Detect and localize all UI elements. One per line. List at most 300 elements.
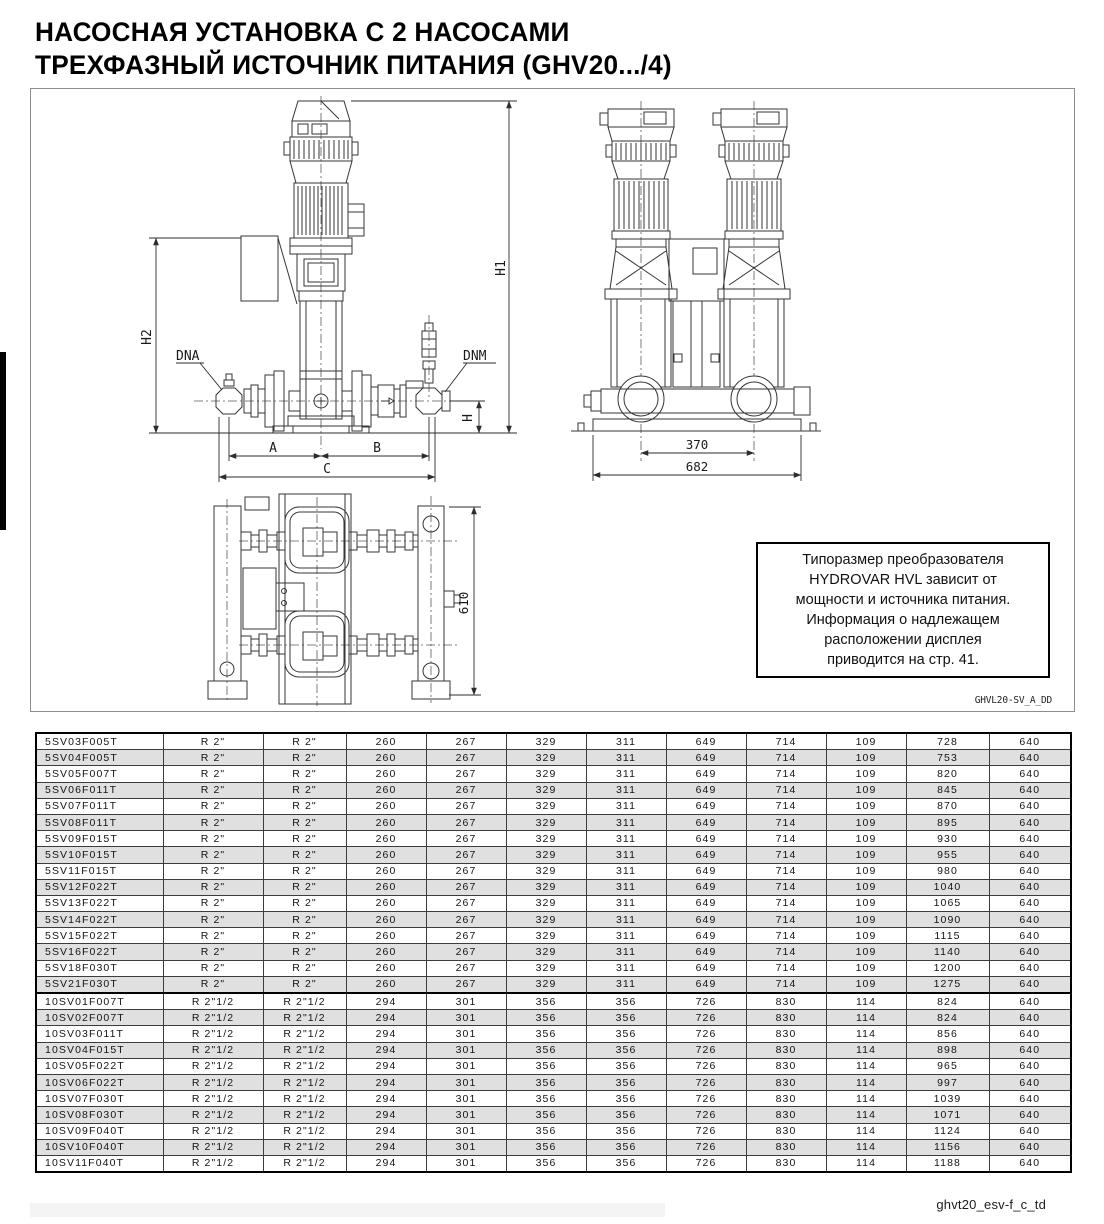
dimension-cell: 1275	[906, 976, 989, 993]
drawing-code: GHVL20-SV_A_DD	[974, 695, 1052, 706]
dimension-cell: 329	[506, 879, 586, 895]
model-cell: 10SV01F007T	[36, 993, 163, 1010]
page-title-line1: НАСОСНАЯ УСТАНОВКА С 2 НАСОСАМИ	[35, 17, 570, 47]
dimension-cell: 640	[989, 831, 1071, 847]
table-row	[36, 766, 1071, 782]
model-cell: 10SV08F030T	[36, 1107, 163, 1123]
dimension-cell: 109	[826, 912, 906, 928]
model-cell: 5SV21F030T	[36, 976, 163, 993]
dimension-cell: 329	[506, 895, 586, 911]
dim-c-label: C	[323, 462, 331, 477]
dimension-cell: 640	[989, 1058, 1071, 1074]
dimension-cell: R 2"	[163, 782, 263, 798]
table-row	[36, 733, 1071, 750]
table-row	[36, 847, 1071, 863]
model-cell: 10SV04F015T	[36, 1042, 163, 1058]
dimension-cell: R 2"	[263, 879, 346, 895]
dimension-cell: 714	[746, 798, 826, 814]
note-line: приводится на стр. 41.	[827, 652, 979, 668]
dimension-cell: 640	[989, 879, 1071, 895]
dimension-cell: 294	[346, 1107, 426, 1123]
dimension-cell: 856	[906, 1026, 989, 1042]
dimension-cell: 640	[989, 912, 1071, 928]
dimension-cell: R 2"1/2	[263, 1074, 346, 1090]
dimension-cell: 356	[586, 993, 666, 1010]
dimension-cell: 640	[989, 1010, 1071, 1026]
dimension-cell: 640	[989, 847, 1071, 863]
dimension-cell: 649	[666, 895, 746, 911]
dimension-cell: 356	[586, 1074, 666, 1090]
dimension-cell: 260	[346, 782, 426, 798]
dimension-cell: 726	[666, 1123, 746, 1139]
dim-610-label: 610	[456, 591, 471, 615]
model-cell: 5SV10F015T	[36, 847, 163, 863]
dimension-cell: 311	[586, 928, 666, 944]
dimension-cell: R 2"	[163, 928, 263, 944]
dimension-cell: 640	[989, 976, 1071, 993]
dimension-cell: 267	[426, 863, 506, 879]
dimension-cell: 714	[746, 847, 826, 863]
model-cell: 5SV07F011T	[36, 798, 163, 814]
dimension-cell: 114	[826, 1010, 906, 1026]
table-row	[36, 1026, 1071, 1042]
table-row	[36, 831, 1071, 847]
dim-h2-label: H2	[140, 329, 155, 345]
dimension-cell: R 2"1/2	[263, 993, 346, 1010]
dimension-cell: R 2"	[263, 766, 346, 782]
dimension-cell: 260	[346, 798, 426, 814]
note-line: HYDROVAR HVL зависит от	[809, 572, 997, 588]
dimension-cell: 114	[826, 1026, 906, 1042]
dimension-cell: 356	[586, 1107, 666, 1123]
dimension-cell: 640	[989, 782, 1071, 798]
dimension-cell: 726	[666, 1139, 746, 1155]
dimension-cell: 109	[826, 944, 906, 960]
dimension-cell: 260	[346, 912, 426, 928]
dimension-cell: R 2"	[263, 895, 346, 911]
dimension-cell: 260	[346, 976, 426, 993]
dimension-cell: 830	[746, 1058, 826, 1074]
dimension-cell: 356	[586, 1042, 666, 1058]
dimension-cell: 260	[346, 733, 426, 750]
pump-dimensions-table	[35, 732, 1072, 1173]
dimension-cell: 267	[426, 766, 506, 782]
dimension-cell: 640	[989, 928, 1071, 944]
dimension-cell: 714	[746, 944, 826, 960]
dimension-cell: 714	[746, 895, 826, 911]
dimension-cell: 753	[906, 750, 989, 766]
dimension-cell: 329	[506, 863, 586, 879]
model-cell: 5SV12F022T	[36, 879, 163, 895]
dimension-cell: 260	[346, 879, 426, 895]
model-cell: 5SV14F022T	[36, 912, 163, 928]
dimension-cell: 726	[666, 1058, 746, 1074]
dimension-cell: 356	[586, 1139, 666, 1155]
dimension-cell: 109	[826, 847, 906, 863]
table-row	[36, 863, 1071, 879]
dimension-cell: 301	[426, 1010, 506, 1026]
dimension-cell: 930	[906, 831, 989, 847]
dimension-cell: 356	[506, 1107, 586, 1123]
dimension-cell: 311	[586, 895, 666, 911]
table-row	[36, 1139, 1071, 1155]
model-cell: 10SV09F040T	[36, 1123, 163, 1139]
table-row	[36, 798, 1071, 814]
front-view-drawing	[140, 96, 517, 482]
dimension-cell: 714	[746, 928, 826, 944]
table-row	[36, 1074, 1071, 1090]
footer-strip	[30, 1203, 665, 1217]
model-cell: 5SV04F005T	[36, 750, 163, 766]
top-view-drawing	[208, 494, 481, 706]
dimension-cell: R 2"	[163, 798, 263, 814]
dimension-cell: 260	[346, 928, 426, 944]
dimension-cell: 109	[826, 733, 906, 750]
table-row	[36, 993, 1071, 1010]
dimension-cell: 311	[586, 766, 666, 782]
dimension-cell: 294	[346, 1010, 426, 1026]
dimension-cell: 301	[426, 1155, 506, 1172]
dim-a-label: A	[269, 441, 277, 456]
dimension-cell: 267	[426, 798, 506, 814]
page-title	[35, 16, 672, 82]
dimension-cell: 109	[826, 750, 906, 766]
dimension-cell: 294	[346, 1074, 426, 1090]
dimension-cell: 1124	[906, 1123, 989, 1139]
dimension-cell: 830	[746, 1091, 826, 1107]
dimension-cell: 301	[426, 1026, 506, 1042]
dimension-cell: R 2"	[163, 960, 263, 976]
dimension-cell: 267	[426, 750, 506, 766]
dimension-cell: R 2"	[263, 960, 346, 976]
dimension-cell: 649	[666, 976, 746, 993]
dim-dna-label: DNA	[176, 349, 200, 364]
dimension-cell: R 2"1/2	[163, 1091, 263, 1107]
model-cell: 5SV13F022T	[36, 895, 163, 911]
model-cell: 5SV08F011T	[36, 814, 163, 830]
dimension-cell: R 2"	[163, 750, 263, 766]
dimension-cell: 356	[586, 1010, 666, 1026]
dim-dnm-label: DNM	[463, 349, 487, 364]
dimension-cell: 329	[506, 766, 586, 782]
dimension-cell: R 2"	[163, 847, 263, 863]
dimension-cell: 311	[586, 750, 666, 766]
dimension-cell: 356	[506, 1026, 586, 1042]
dimension-cell: 1071	[906, 1107, 989, 1123]
model-cell: 10SV10F040T	[36, 1139, 163, 1155]
dimension-cell: 114	[826, 1058, 906, 1074]
table-group	[36, 733, 1071, 993]
model-cell: 10SV05F022T	[36, 1058, 163, 1074]
table-group	[36, 993, 1071, 1172]
dimension-cell: 356	[506, 1010, 586, 1026]
dimension-cell: R 2"1/2	[163, 1155, 263, 1172]
dimension-cell: 726	[666, 1074, 746, 1090]
dimension-cell: 294	[346, 1091, 426, 1107]
dimension-cell: 955	[906, 847, 989, 863]
dimension-cell: 726	[666, 1091, 746, 1107]
dimension-cell: 640	[989, 944, 1071, 960]
table-row	[36, 750, 1071, 766]
dimension-cell: 311	[586, 960, 666, 976]
dimension-cell: 329	[506, 733, 586, 750]
dimension-cell: R 2"1/2	[263, 1026, 346, 1042]
dimension-cell: 830	[746, 1107, 826, 1123]
dimension-cell: 640	[989, 895, 1071, 911]
dimension-cell: 640	[989, 1042, 1071, 1058]
dimension-cell: R 2"	[163, 895, 263, 911]
dimension-cell: 649	[666, 847, 746, 863]
dimension-cell: 356	[506, 1139, 586, 1155]
dimension-cell: 267	[426, 944, 506, 960]
dimension-cell: R 2"1/2	[163, 1026, 263, 1042]
dimension-cell: 356	[586, 1155, 666, 1172]
dimension-cell: 726	[666, 1107, 746, 1123]
dimension-cell: 356	[586, 1091, 666, 1107]
dimension-cell: 294	[346, 1139, 426, 1155]
table-code: ghvt20_esv-f_c_td	[936, 1197, 1046, 1212]
dimension-cell: 267	[426, 928, 506, 944]
dimension-cell: R 2"1/2	[163, 1058, 263, 1074]
dimension-cell: R 2"	[163, 879, 263, 895]
dimension-cell: 114	[826, 1155, 906, 1172]
dimension-cell: 824	[906, 993, 989, 1010]
dimension-cell: R 2"	[263, 750, 346, 766]
table-row	[36, 1155, 1071, 1172]
dimension-cell: 830	[746, 1139, 826, 1155]
dimension-cell: 114	[826, 1042, 906, 1058]
dimension-cell: R 2"1/2	[163, 1074, 263, 1090]
dimension-cell: R 2"	[163, 766, 263, 782]
dimension-cell: 311	[586, 976, 666, 993]
dimension-cell: 870	[906, 798, 989, 814]
dimension-cell: 301	[426, 1074, 506, 1090]
model-cell: 5SV09F015T	[36, 831, 163, 847]
dimension-cell: 728	[906, 733, 989, 750]
dimension-cell: 109	[826, 814, 906, 830]
dimension-cell: 114	[826, 1074, 906, 1090]
dimension-cell: 640	[989, 960, 1071, 976]
dimension-cell: 294	[346, 1042, 426, 1058]
dimension-cell: 329	[506, 912, 586, 928]
dimension-cell: 1039	[906, 1091, 989, 1107]
dimension-cell: 1040	[906, 879, 989, 895]
dimension-cell: 109	[826, 895, 906, 911]
dim-370-label: 370	[685, 437, 709, 452]
model-cell: 5SV05F007T	[36, 766, 163, 782]
dimension-cell: 640	[989, 733, 1071, 750]
dimension-cell: 301	[426, 1123, 506, 1139]
dimension-cell: 114	[826, 993, 906, 1010]
dimension-cell: 1200	[906, 960, 989, 976]
dimension-cell: 649	[666, 782, 746, 798]
dimension-cell: 311	[586, 944, 666, 960]
table-row	[36, 1107, 1071, 1123]
dimension-cell: 640	[989, 863, 1071, 879]
dimension-cell: R 2"1/2	[263, 1091, 346, 1107]
table-row	[36, 976, 1071, 993]
dimension-cell: R 2"1/2	[163, 1139, 263, 1155]
dimension-cell: 311	[586, 798, 666, 814]
dimension-cell: 260	[346, 863, 426, 879]
dimension-cell: 640	[989, 798, 1071, 814]
dimension-cell: 830	[746, 1155, 826, 1172]
dimension-cell: 820	[906, 766, 989, 782]
dimension-cell: R 2"	[163, 976, 263, 993]
dimension-cell: 294	[346, 1155, 426, 1172]
dimension-cell: R 2"	[163, 814, 263, 830]
dimension-cell: R 2"	[163, 912, 263, 928]
dimension-cell: 1065	[906, 895, 989, 911]
dimension-cell: 294	[346, 1026, 426, 1042]
note-line: Типоразмер преобразователя	[802, 552, 1004, 568]
dimension-cell: 311	[586, 814, 666, 830]
dimension-cell: 311	[586, 831, 666, 847]
dimension-cell: 649	[666, 928, 746, 944]
dimension-cell: 267	[426, 831, 506, 847]
table-row	[36, 928, 1071, 944]
dimension-cell: 311	[586, 863, 666, 879]
dimension-cell: 260	[346, 895, 426, 911]
dimension-cell: 649	[666, 912, 746, 928]
table-row	[36, 1123, 1071, 1139]
dimension-cell: 329	[506, 750, 586, 766]
model-cell: 10SV06F022T	[36, 1074, 163, 1090]
dimension-cell: 714	[746, 782, 826, 798]
page-title-line2: ТРЕХФАЗНЫЙ ИСТОЧНИК ПИТАНИЯ (GHV20.../4)	[35, 50, 672, 80]
dim-h1-label: H1	[494, 260, 509, 276]
dimension-cell: R 2"	[263, 798, 346, 814]
dimension-cell: 329	[506, 798, 586, 814]
dimension-cell: R 2"1/2	[263, 1139, 346, 1155]
dimension-cell: 649	[666, 960, 746, 976]
dimension-cell: 301	[426, 1058, 506, 1074]
model-cell: 10SV02F007T	[36, 1010, 163, 1026]
dimension-cell: 109	[826, 782, 906, 798]
dimension-cell: 260	[346, 750, 426, 766]
dimension-cell: 726	[666, 1042, 746, 1058]
dimension-cell: 260	[346, 960, 426, 976]
dimension-cell: 356	[586, 1123, 666, 1139]
model-cell: 10SV07F030T	[36, 1091, 163, 1107]
dimension-cell: 294	[346, 1058, 426, 1074]
table-row	[36, 1042, 1071, 1058]
dimension-cell: 267	[426, 879, 506, 895]
dimension-cell: R 2"	[163, 831, 263, 847]
table-row	[36, 1058, 1071, 1074]
dim-682-label: 682	[685, 459, 709, 474]
dim-b-label: B	[373, 441, 381, 456]
dimension-cell: 714	[746, 766, 826, 782]
dimension-cell: 726	[666, 1010, 746, 1026]
dimension-cell: 830	[746, 1042, 826, 1058]
dimension-cell: 260	[346, 831, 426, 847]
dimension-cell: 109	[826, 766, 906, 782]
dimension-cell: 114	[826, 1091, 906, 1107]
table-row	[36, 814, 1071, 830]
dimension-cell: 267	[426, 847, 506, 863]
dimension-cell: 649	[666, 733, 746, 750]
dimension-cell: 356	[506, 1058, 586, 1074]
dimension-cell: 895	[906, 814, 989, 830]
dimension-cell: 114	[826, 1107, 906, 1123]
dimension-cell: 714	[746, 879, 826, 895]
dimension-cell: 714	[746, 831, 826, 847]
dimension-cell: 329	[506, 782, 586, 798]
dimension-cell: 329	[506, 976, 586, 993]
dimension-cell: 640	[989, 1139, 1071, 1155]
dimension-cell: R 2"1/2	[263, 1058, 346, 1074]
model-cell: 5SV06F011T	[36, 782, 163, 798]
dimension-cell: 294	[346, 1123, 426, 1139]
dimension-cell: R 2"	[263, 814, 346, 830]
dimension-cell: 109	[826, 879, 906, 895]
dimension-cell: 329	[506, 928, 586, 944]
dimension-cell: 824	[906, 1010, 989, 1026]
model-cell: 5SV03F005T	[36, 733, 163, 750]
technical-drawing-frame	[30, 88, 1075, 712]
dimension-cell: 356	[586, 1026, 666, 1042]
dimension-cell: R 2"1/2	[263, 1123, 346, 1139]
dimension-cell: 311	[586, 782, 666, 798]
table-row	[36, 895, 1071, 911]
dimension-cell: R 2"	[263, 863, 346, 879]
dimension-cell: 329	[506, 960, 586, 976]
dimension-cell: 640	[989, 1074, 1071, 1090]
dimension-cell: 356	[506, 1123, 586, 1139]
dimension-cell: 649	[666, 944, 746, 960]
dimension-cell: 845	[906, 782, 989, 798]
dimension-cell: 726	[666, 1155, 746, 1172]
dimension-cell: 640	[989, 1155, 1071, 1172]
dimension-cell: 311	[586, 912, 666, 928]
dimension-cell: 260	[346, 814, 426, 830]
dimension-cell: R 2"	[263, 831, 346, 847]
dimension-cell: R 2"	[263, 976, 346, 993]
dimension-cell: R 2"1/2	[263, 1042, 346, 1058]
dimension-cell: 329	[506, 944, 586, 960]
dimension-cell: 830	[746, 1010, 826, 1026]
model-cell: 5SV16F022T	[36, 944, 163, 960]
table-row	[36, 782, 1071, 798]
dimension-cell: 356	[506, 993, 586, 1010]
dimension-cell: R 2"1/2	[263, 1107, 346, 1123]
dimension-cell: R 2"	[163, 944, 263, 960]
dimension-cell: 356	[506, 1074, 586, 1090]
dimension-cell: 640	[989, 1107, 1071, 1123]
dimension-cell: 301	[426, 1139, 506, 1155]
dimension-cell: 649	[666, 863, 746, 879]
dimension-cell: 640	[989, 1026, 1071, 1042]
dimension-cell: 356	[586, 1058, 666, 1074]
note-line: Информация о надлежащем	[806, 612, 1000, 628]
dimension-cell: 965	[906, 1058, 989, 1074]
dimension-cell: 714	[746, 912, 826, 928]
dimension-cell: 898	[906, 1042, 989, 1058]
dimension-cell: R 2"	[263, 733, 346, 750]
dimension-cell: R 2"	[263, 782, 346, 798]
dimension-cell: 649	[666, 766, 746, 782]
dimension-cell: 640	[989, 1123, 1071, 1139]
dimension-cell: 997	[906, 1074, 989, 1090]
dimension-cell: 267	[426, 960, 506, 976]
dimension-cell: 640	[989, 750, 1071, 766]
dimension-cell: 109	[826, 960, 906, 976]
table-row	[36, 912, 1071, 928]
dimension-cell: 301	[426, 1107, 506, 1123]
dimension-cell: 329	[506, 814, 586, 830]
dimension-cell: R 2"1/2	[263, 1155, 346, 1172]
